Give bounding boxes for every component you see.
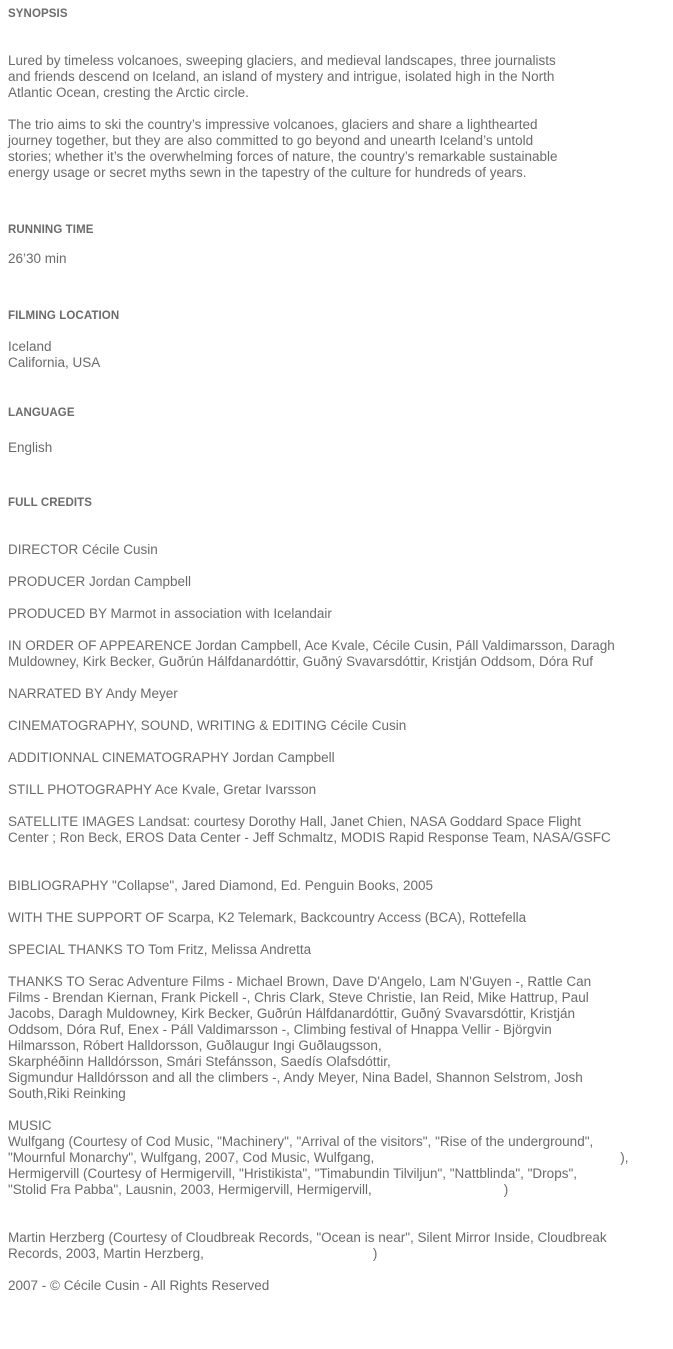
- credit-still-photography: STILL PHOTOGRAPHY Ace Kvale, Gretar Ivarsson: [8, 782, 317, 797]
- text-line: Lured by timeless volcanoes, sweeping glaciers, and medieval landscapes, three journalists: [8, 53, 556, 68]
- credit-director: DIRECTOR Cécile Cusin: [8, 542, 158, 557]
- credit-satellite-images: [8, 814, 611, 846]
- text-line: [8, 1182, 577, 1198]
- text-line: [8, 1150, 629, 1166]
- full-credits-heading: FULL CREDITS: [8, 497, 93, 509]
- text-line: Atlantic Ocean, cresting the Arctic circle.: [8, 85, 249, 100]
- text-segment: Records, 2003, Martin Herzberg,: [8, 1246, 204, 1261]
- text-line: and friends descend on Iceland, an island of mystery and intrigue, isolated high in the North: [8, 69, 555, 84]
- credit-producer: PRODUCER Jordan Campbell: [8, 574, 192, 589]
- text-line: [8, 1246, 607, 1262]
- synopsis-paragraph-2: [8, 117, 558, 181]
- credit-thanks: [8, 974, 591, 1102]
- text-line: Hilmarsson, Róbert Halldorsson, Guðlaugur Ingi Guðlaugsson,: [8, 1038, 382, 1053]
- text-line: Skarphéðinn Halldórsson, Smári Stefánsson, Saedís Olafsdóttir,: [8, 1054, 391, 1069]
- copyright-notice: 2007 - © Cécile Cusin - All Rights Reserved: [8, 1278, 270, 1293]
- text-line: South,Riki Reinking: [8, 1086, 126, 1101]
- running-time-value: 26’30 min: [8, 251, 67, 266]
- text-line: Sigmundur Halldórsson and all the climbers -, Andy Meyer, Nina Badel, Shannon Selstrom, Josh: [8, 1070, 583, 1085]
- text-line: The trio aims to ski the country’s impressive volcanoes, glaciers and share a lighthearted: [8, 117, 538, 132]
- credit-support: WITH THE SUPPORT OF Scarpa, K2 Telemark, Backcountry Access (BCA), Rottefella: [8, 910, 527, 925]
- text-line: Wulfgang (Courtesy of Cod Music, "Machinery", "Arrival of the visitors", "Rise of the underground",: [8, 1134, 594, 1149]
- credit-cinematography: CINEMATOGRAPHY, SOUND, WRITING & EDITING Cécile Cusin: [8, 718, 407, 733]
- location-item: California, USA: [8, 355, 101, 370]
- filming-location-heading: FILMING LOCATION: [8, 310, 120, 322]
- text-segment: ): [503, 1182, 509, 1197]
- text-line: THANKS TO Serac Adventure Films - Michael Brown, Dave D'Angelo, Lam N'Guyen -, Rattle Can: [8, 974, 592, 989]
- language-heading: LANGUAGE: [8, 407, 75, 419]
- text-line: stories; whether it’s the overwhelming forces of nature, the country’s remarkable sustainable: [8, 149, 558, 164]
- credit-produced-by: PRODUCED BY Marmot in association with Icelandair: [8, 606, 332, 621]
- synopsis-paragraph-1: [8, 53, 556, 101]
- location-item: Iceland: [8, 339, 52, 354]
- text-line: Martin Herzberg (Courtesy of Cloudbreak Records, "Ocean is near", Silent Mirror Inside, Cloudbreak: [8, 1230, 607, 1245]
- music-credit-wulfgang: [8, 1134, 629, 1166]
- text-line: IN ORDER OF APPEARENCE Jordan Campbell, Ace Kvale, Cécile Cusin, Páll Valdimarsson, Daragh: [8, 638, 615, 653]
- text-line: Jacobs, Daragh Muldowney, Kirk Becker, Guðrún Hálfdanardóttir, Guðný Svavarsdóttir, Kristján: [8, 1006, 576, 1021]
- credit-bibliography: BIBLIOGRAPHY "Collapse", Jared Diamond, Ed. Penguin Books, 2005: [8, 878, 434, 893]
- music-heading: MUSIC: [8, 1118, 52, 1133]
- music-credit-hermigervill: [8, 1166, 577, 1198]
- music-credit-herzberg: [8, 1230, 607, 1262]
- text-segment: ),: [620, 1150, 629, 1165]
- running-time-heading: RUNNING TIME: [8, 224, 94, 236]
- filming-location-list: [8, 339, 100, 371]
- text-line: energy usage or secret myths sewn in the tapestry of the culture for hundreds of years.: [8, 165, 527, 180]
- text-line: Oddsom, Dóra Ruf, Enex - Páll Valdimarsson -, Climbing festival of Hnappa Vellir - Björgvin: [8, 1022, 552, 1037]
- text-line: journey together, but they are also committed to go beyond and unearth Iceland’s untold: [8, 133, 534, 148]
- synopsis-heading: SYNOPSIS: [8, 8, 68, 20]
- credit-narrated: NARRATED BY Andy Meyer: [8, 686, 178, 701]
- credit-appearance: [8, 638, 615, 670]
- text-segment: "Mournful Monarchy", Wulfgang, 2007, Cod Music, Wulfgang,: [8, 1150, 375, 1165]
- text-segment: ): [372, 1246, 378, 1261]
- text-line: Muldowney, Kirk Becker, Guðrún Hálfdanardóttir, Guðný Svavarsdóttir, Kristján Oddsom, Dóra Ruf: [8, 654, 594, 669]
- text-line: Center ; Ron Beck, EROS Data Center - Jeff Schmaltz, MODIS Rapid Response Team, NASA/GSFC: [8, 830, 611, 845]
- text-line: SATELLITE IMAGES Landsat: courtesy Dorothy Hall, Janet Chien, NASA Goddard Space Flight: [8, 814, 582, 829]
- text-line: Hermigervill (Courtesy of Hermigervill, "Hristikista", "Timabundin Tilviljun", "Nattblinda", "Drops",: [8, 1166, 577, 1181]
- credit-special-thanks: SPECIAL THANKS TO Tom Fritz, Melissa Andretta: [8, 942, 312, 957]
- text-line: Films - Brendan Kiernan, Frank Pickell -, Chris Clark, Steve Christie, Ian Reid, Mike Hattrup, Paul: [8, 990, 589, 1005]
- language-value: English: [8, 440, 53, 455]
- text-segment: "Stolid Fra Pabba", Lausnin, 2003, Hermigervill, Hermigervill,: [8, 1182, 372, 1197]
- credit-additional-cinematography: ADDITIONNAL CINEMATOGRAPHY Jordan Campbell: [8, 750, 335, 765]
